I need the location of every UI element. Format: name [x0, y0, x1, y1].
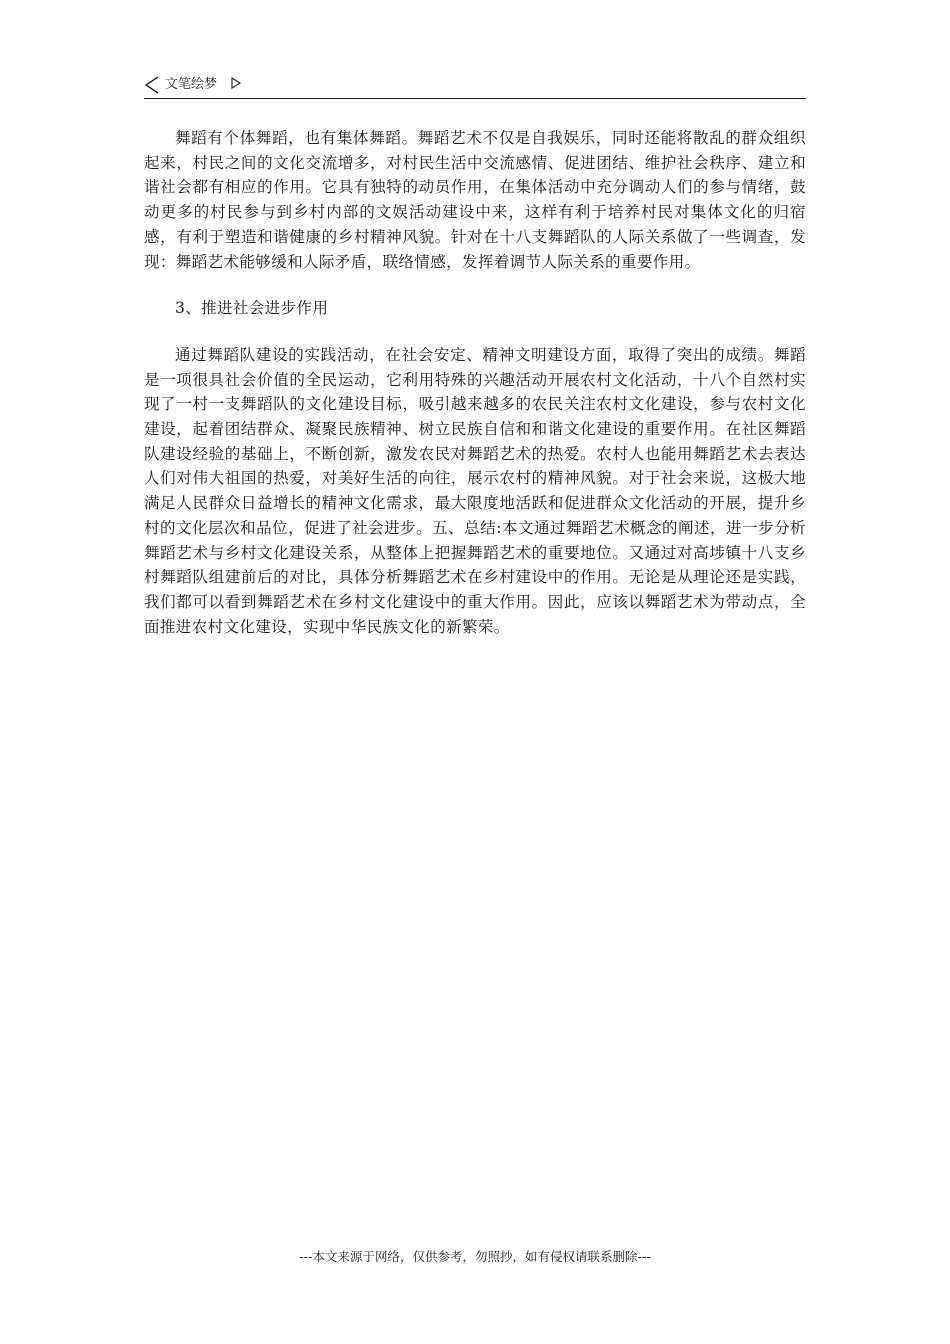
left-triangle-icon — [144, 76, 160, 94]
footer-disclaimer: ---本文来源于网络，仅供参考，勿照抄，如有侵权请联系删除--- — [298, 1249, 652, 1264]
header-title: 文笔绘梦 — [165, 77, 218, 92]
body-paragraph: 通过舞蹈队建设的实践活动，在社会安定、精神文明建设方面，取得了突出的成绩。舞蹈是一项很具社会价值的全民运动，它利用特殊的兴趣活动开展农村文化活动，十八个自然村实现了一村一支舞蹈队的文化建设目标，吸引越来越多的农民关注农村文化建设，参与农村文化建设，起着团结群众、凝聚民族精神、树立民族自信和和谐文化建设的重要作用。在社区舞蹈队建设经验的基础上，不断创新，激发农民对舞蹈艺术的热爱。农村人也能用舞蹈艺术去表达人们对伟大祖国的热爱，对美好生活的向往，展示农村的精神风貌。对于社会来说，这极大地满足人民群众日益增长的精神文化需求，最大限度地活跃和促进群众文化活动的开展，提升乡村的文化层次和品位，促进了社会进步。五、总结:本文通过舞蹈艺术概念的阐述，进一步分析舞蹈艺术与乡村文化建设关系，从整体上把握舞蹈艺术的重要地位。又通过对高埗镇十八支乡村舞蹈队组建前后的对比，具体分析舞蹈艺术在乡村建设中的作用。无论是从理论还是实践，我们都可以看到舞蹈艺术在乡村文化建设中的重大作用。因此，应该以舞蹈艺术为带动点，全面推进农村文化建设，实现中华民族文化的新繁荣。 — [144, 345, 806, 636]
section-heading: 3、推进社会进步作用 — [175, 299, 329, 318]
right-triangle-icon — [231, 77, 241, 89]
body-paragraph: 舞蹈有个体舞蹈，也有集体舞蹈。舞蹈艺术不仅是自我娱乐，同时还能将散乱的群众组织起来，村民之间的文化交流增多，对村民生活中交流感情、促进团结、维护社会秩序、建立和谐社会都有相应的作用。它具有独特的动员作用，在集体活动中充分调动人们的参与情绪，鼓动更多的村民参与到乡村内部的文娱活动建设中来，这样有利于培养村民对集体文化的归宿感，有利于塑造和谐健康的乡村精神风貌。针对在十八支舞蹈队的人际关系做了一些调查，发现：舞蹈艺术能够缓和人际矛盾，联络情感，发挥着调节人际关系的重要作用。 — [144, 129, 806, 271]
document-body — [144, 126, 806, 639]
page-header — [144, 74, 806, 99]
